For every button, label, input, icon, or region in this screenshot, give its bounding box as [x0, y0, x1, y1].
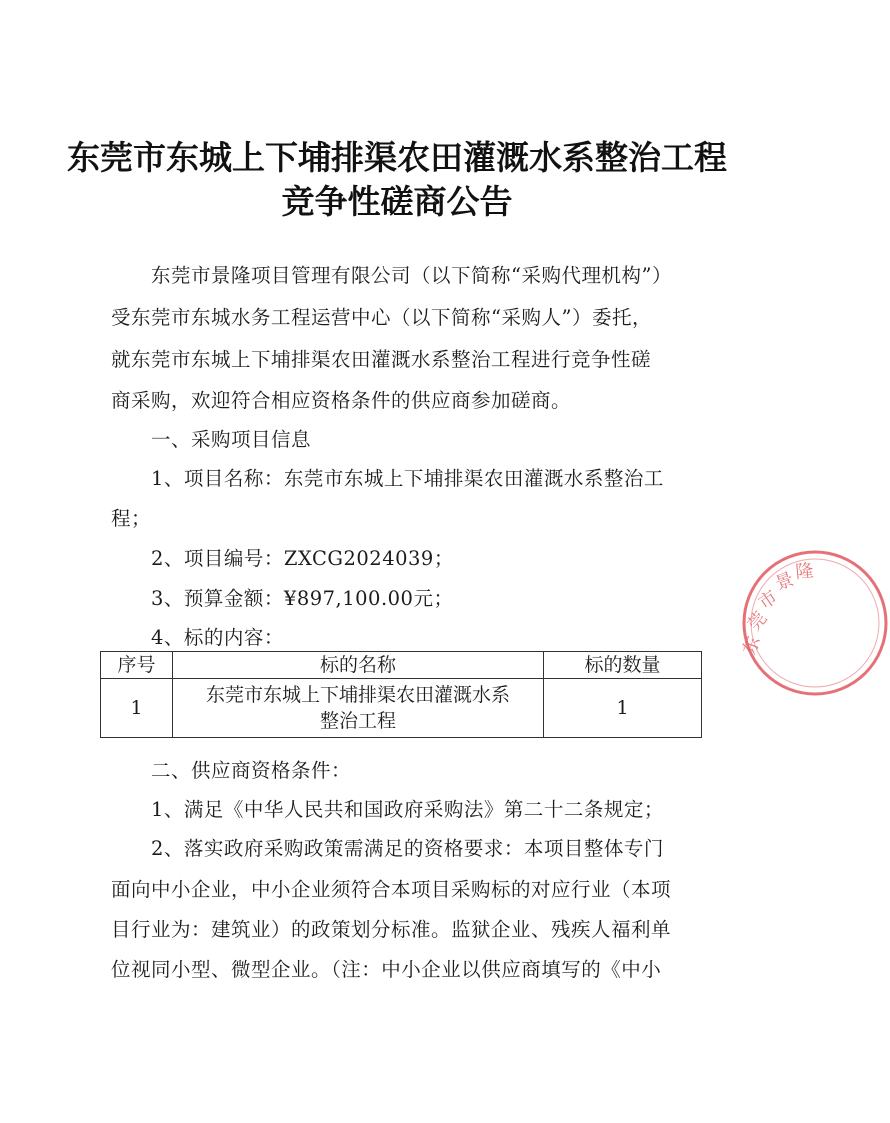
subject-table — [100, 651, 702, 738]
intro-line: 东莞市景隆项目管理有限公司（以下简称“采购代理机构”） — [151, 264, 672, 287]
qualification-item2-line: 目行业为：建筑业）的政策划分标准。监狱企业、残疾人福利单 — [111, 918, 672, 941]
subject-content-label: 4、标的内容： — [151, 626, 284, 649]
cell-name-line2: 整治工程 — [319, 710, 396, 732]
section2-heading: 二、供应商资格条件： — [151, 759, 352, 782]
cell-index: 1 — [101, 679, 173, 738]
svg-text:莞: 莞 — [743, 607, 772, 636]
document-title-line2: 竞争性磋商公告 — [281, 182, 513, 221]
svg-text:市: 市 — [754, 586, 782, 615]
cell-name-line1: 东莞市东城上下埔排渠农田灌溉水系 — [205, 684, 510, 706]
cell-name — [173, 679, 544, 738]
header-name: 标的名称 — [173, 652, 544, 679]
table-header-row — [101, 652, 702, 679]
svg-text:景: 景 — [772, 568, 797, 595]
table-row — [101, 679, 702, 738]
budget-amount: 3、预算金额：¥897,100.00元； — [151, 587, 454, 610]
qualification-item1: 1、满足《中华人民共和国政府采购法》第二十二条规定； — [151, 798, 664, 821]
project-name-line2: 程； — [111, 507, 152, 530]
intro-line: 受东莞市东城水务工程运营中心（以下简称“采购人”）委托， — [111, 306, 652, 329]
svg-text:隆: 隆 — [794, 560, 815, 583]
company-seal-stamp — [740, 548, 890, 698]
project-name-line1: 1、项目名称：东莞市东城上下埔排渠农田灌溉水系整治工 — [151, 467, 664, 490]
header-index: 序号 — [101, 652, 173, 679]
qualification-item2-line: 2、落实政府采购政策需满足的资格要求：本项目整体专门 — [151, 837, 664, 860]
document-title-line1: 东莞市东城上下埔排渠农田灌溉水系整治工程 — [67, 138, 727, 177]
qualification-item2-line: 面向中小企业，中小企业须符合本项目采购标的对应行业（本项 — [111, 878, 672, 901]
project-number: 2、项目编号：ZXCG2024039； — [151, 547, 454, 570]
cell-quantity: 1 — [544, 679, 702, 738]
qualification-item2-line: 位视同小型、微型企业。（注：中小企业以供应商填写的《中小 — [111, 958, 662, 981]
svg-text:东: 东 — [738, 633, 765, 658]
intro-line: 就东莞市东城上下埔排渠农田灌溉水系整治工程进行竞争性磋 — [111, 348, 652, 371]
intro-line: 商采购，欢迎符合相应资格条件的供应商参加磋商。 — [111, 389, 572, 412]
header-quantity: 标的数量 — [544, 652, 702, 679]
section1-heading: 一、采购项目信息 — [151, 428, 312, 451]
